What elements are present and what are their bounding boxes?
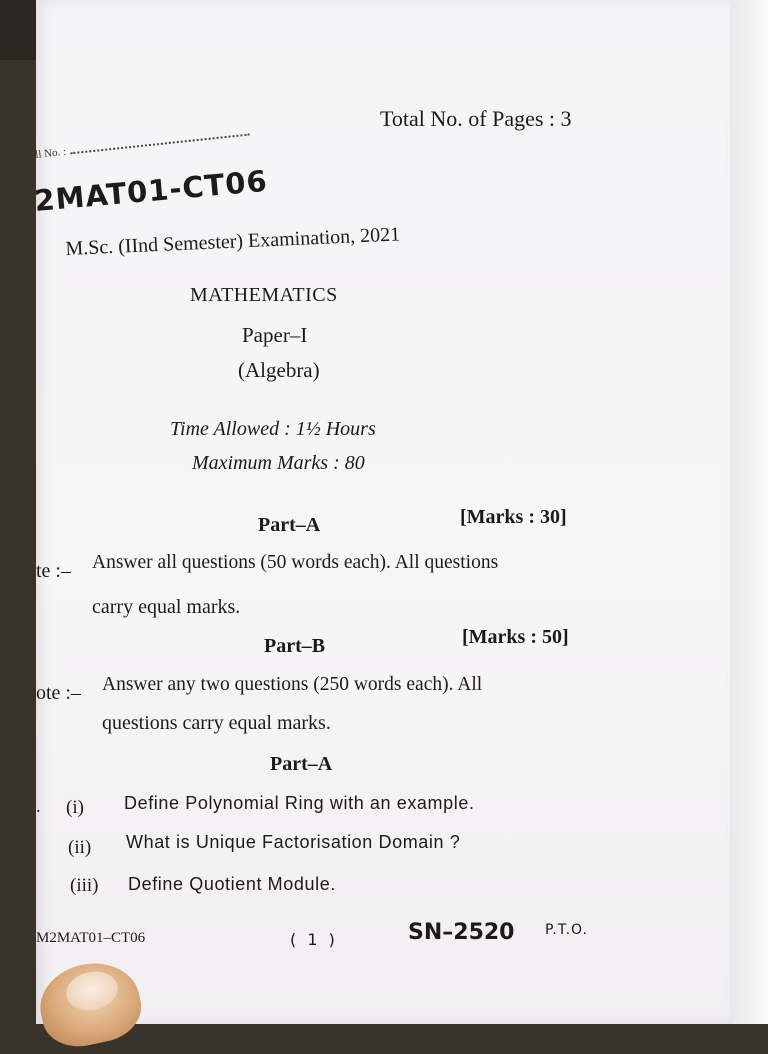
- questions-heading: Part–A: [270, 753, 333, 775]
- question-text: Define Polynomial Ring with an example.: [124, 793, 475, 813]
- question-text: Define Quotient Module.: [128, 874, 336, 894]
- exam-paper-sheet: [36, 0, 730, 1024]
- part-a-heading: Part–A: [258, 514, 321, 536]
- page-edge: [730, 0, 768, 1024]
- part-a-marks: [Marks : 30]: [460, 506, 567, 528]
- paper-title: (Algebra): [238, 358, 320, 382]
- part-b-note-label: ote :–: [36, 682, 81, 704]
- footer-pto: P.T.O.: [545, 922, 588, 938]
- part-b-marks: [Marks : 50]: [462, 626, 569, 648]
- part-b-note-line1: Answer any two questions (250 words each). All: [102, 674, 483, 695]
- part-b-note-line2: questions carry equal marks.: [102, 712, 331, 734]
- part-b-heading: Part–B: [264, 635, 326, 657]
- part-a-note-line1: Answer all questions (50 words each). All questions: [92, 552, 499, 573]
- maximum-marks: Maximum Marks : 80: [192, 452, 365, 474]
- question-number: (iii): [70, 875, 99, 896]
- part-a-note-label: te :–: [36, 560, 71, 582]
- subject-title: MATHEMATICS: [190, 284, 338, 306]
- question-number: (i): [66, 797, 84, 818]
- time-allowed: Time Allowed : 1½ Hours: [170, 418, 376, 440]
- total-pages: Total No. of Pages : 3: [380, 106, 572, 131]
- footer-serial-number: SN–2520: [408, 920, 515, 945]
- question-number: (ii): [68, 837, 92, 858]
- exam-title: M.Sc. (IInd Semester) Examination, 2021: [64, 223, 401, 261]
- part-a-note-line2: carry equal marks.: [92, 596, 241, 618]
- paper-code: 2MAT01-CT06: [33, 163, 269, 218]
- footer-paper-code: M2MAT01–CT06: [36, 930, 146, 946]
- question-bullet: .: [36, 796, 41, 816]
- paper-number: Paper–I: [242, 323, 308, 347]
- question-text: What is Unique Factorisation Domain ?: [126, 832, 461, 852]
- footer-page-number: ( 1 ): [290, 930, 338, 949]
- roll-number-label: ll No. :: [34, 145, 67, 161]
